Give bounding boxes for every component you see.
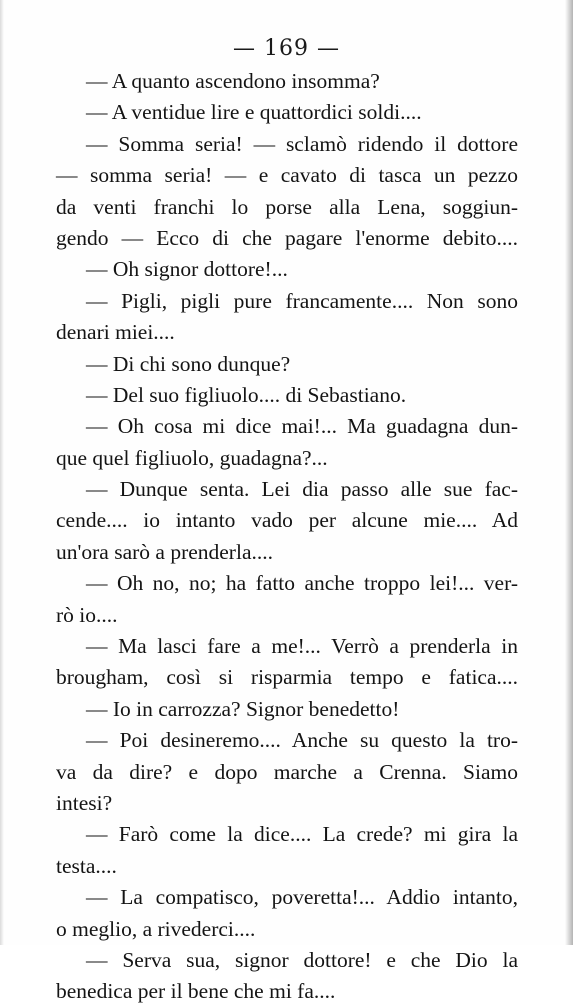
text-line: — Farò come la dice.... La crede? mi gira la: [86, 822, 518, 847]
text-line: — A ventidue lire e quattordici soldi....: [86, 100, 422, 125]
text-line: — Oh signor dottore!...: [86, 257, 288, 282]
text-line: gendo — Ecco di che pagare l'enorme debito....: [56, 225, 518, 250]
text-line: va da dire? e dopo marche a Crenna. Siamo: [56, 759, 518, 784]
text-line: — A quanto ascendono insomma?: [86, 69, 380, 93]
text-line: — La compatisco, poveretta!... Addio intanto,: [86, 885, 518, 910]
page-left-edge-shadow: [0, 0, 4, 945]
page-number: — 169 —: [233, 36, 340, 61]
text-line: un'ora sarò a prenderla....: [56, 539, 273, 564]
text-line: — Dunque senta. Lei dia passo alle sue fac-: [86, 477, 518, 502]
text-line: — Poi desineremo.... Anche su questo la tro-: [86, 728, 518, 753]
text-line: — Oh cosa mi dice mai!... Ma guadagna dun-: [86, 414, 518, 439]
text-line: — Io in carrozza? Signor benedetto!: [86, 696, 400, 721]
text-line: — Di chi sono dunque?: [86, 351, 291, 376]
text-line: benedica per il bene che mi fa....: [56, 979, 336, 1004]
text-line: brougham, così si risparmia tempo e fatica....: [56, 665, 518, 690]
page-right-edge-shadow: [565, 0, 573, 945]
text-line: que quel figliuolo, guadagna?...: [56, 445, 328, 470]
text-line: denari miei....: [56, 320, 175, 345]
text-line: rò io....: [56, 602, 118, 627]
text-line: o meglio, a rivederci....: [56, 916, 256, 941]
text-line: — Oh no, no; ha fatto anche troppo lei!... ver-: [86, 571, 518, 596]
text-line: da venti franchi lo porse alla Lena, soggiun-: [56, 194, 518, 219]
body-text: [56, 66, 518, 1008]
text-line: testa....: [56, 853, 117, 878]
text-line: — Somma seria! — sclamò ridendo il dottore: [86, 131, 518, 156]
text-line: — Serva sua, signor dottore! e che Dio la: [86, 947, 518, 972]
text-line: intesi?: [56, 790, 113, 815]
text-line: — Pigli, pigli pure francamente.... Non sono: [86, 288, 518, 313]
text-line: — Ma lasci fare a me!... Verrò a prenderla in: [86, 634, 518, 659]
text-line: — somma seria! — e cavato di tasca un pezzo: [56, 163, 518, 188]
text-line: cende.... io intanto vado per alcune mie.... Ad: [56, 508, 518, 533]
text-line: — Del suo figliuolo.... di Sebastiano.: [86, 382, 407, 407]
